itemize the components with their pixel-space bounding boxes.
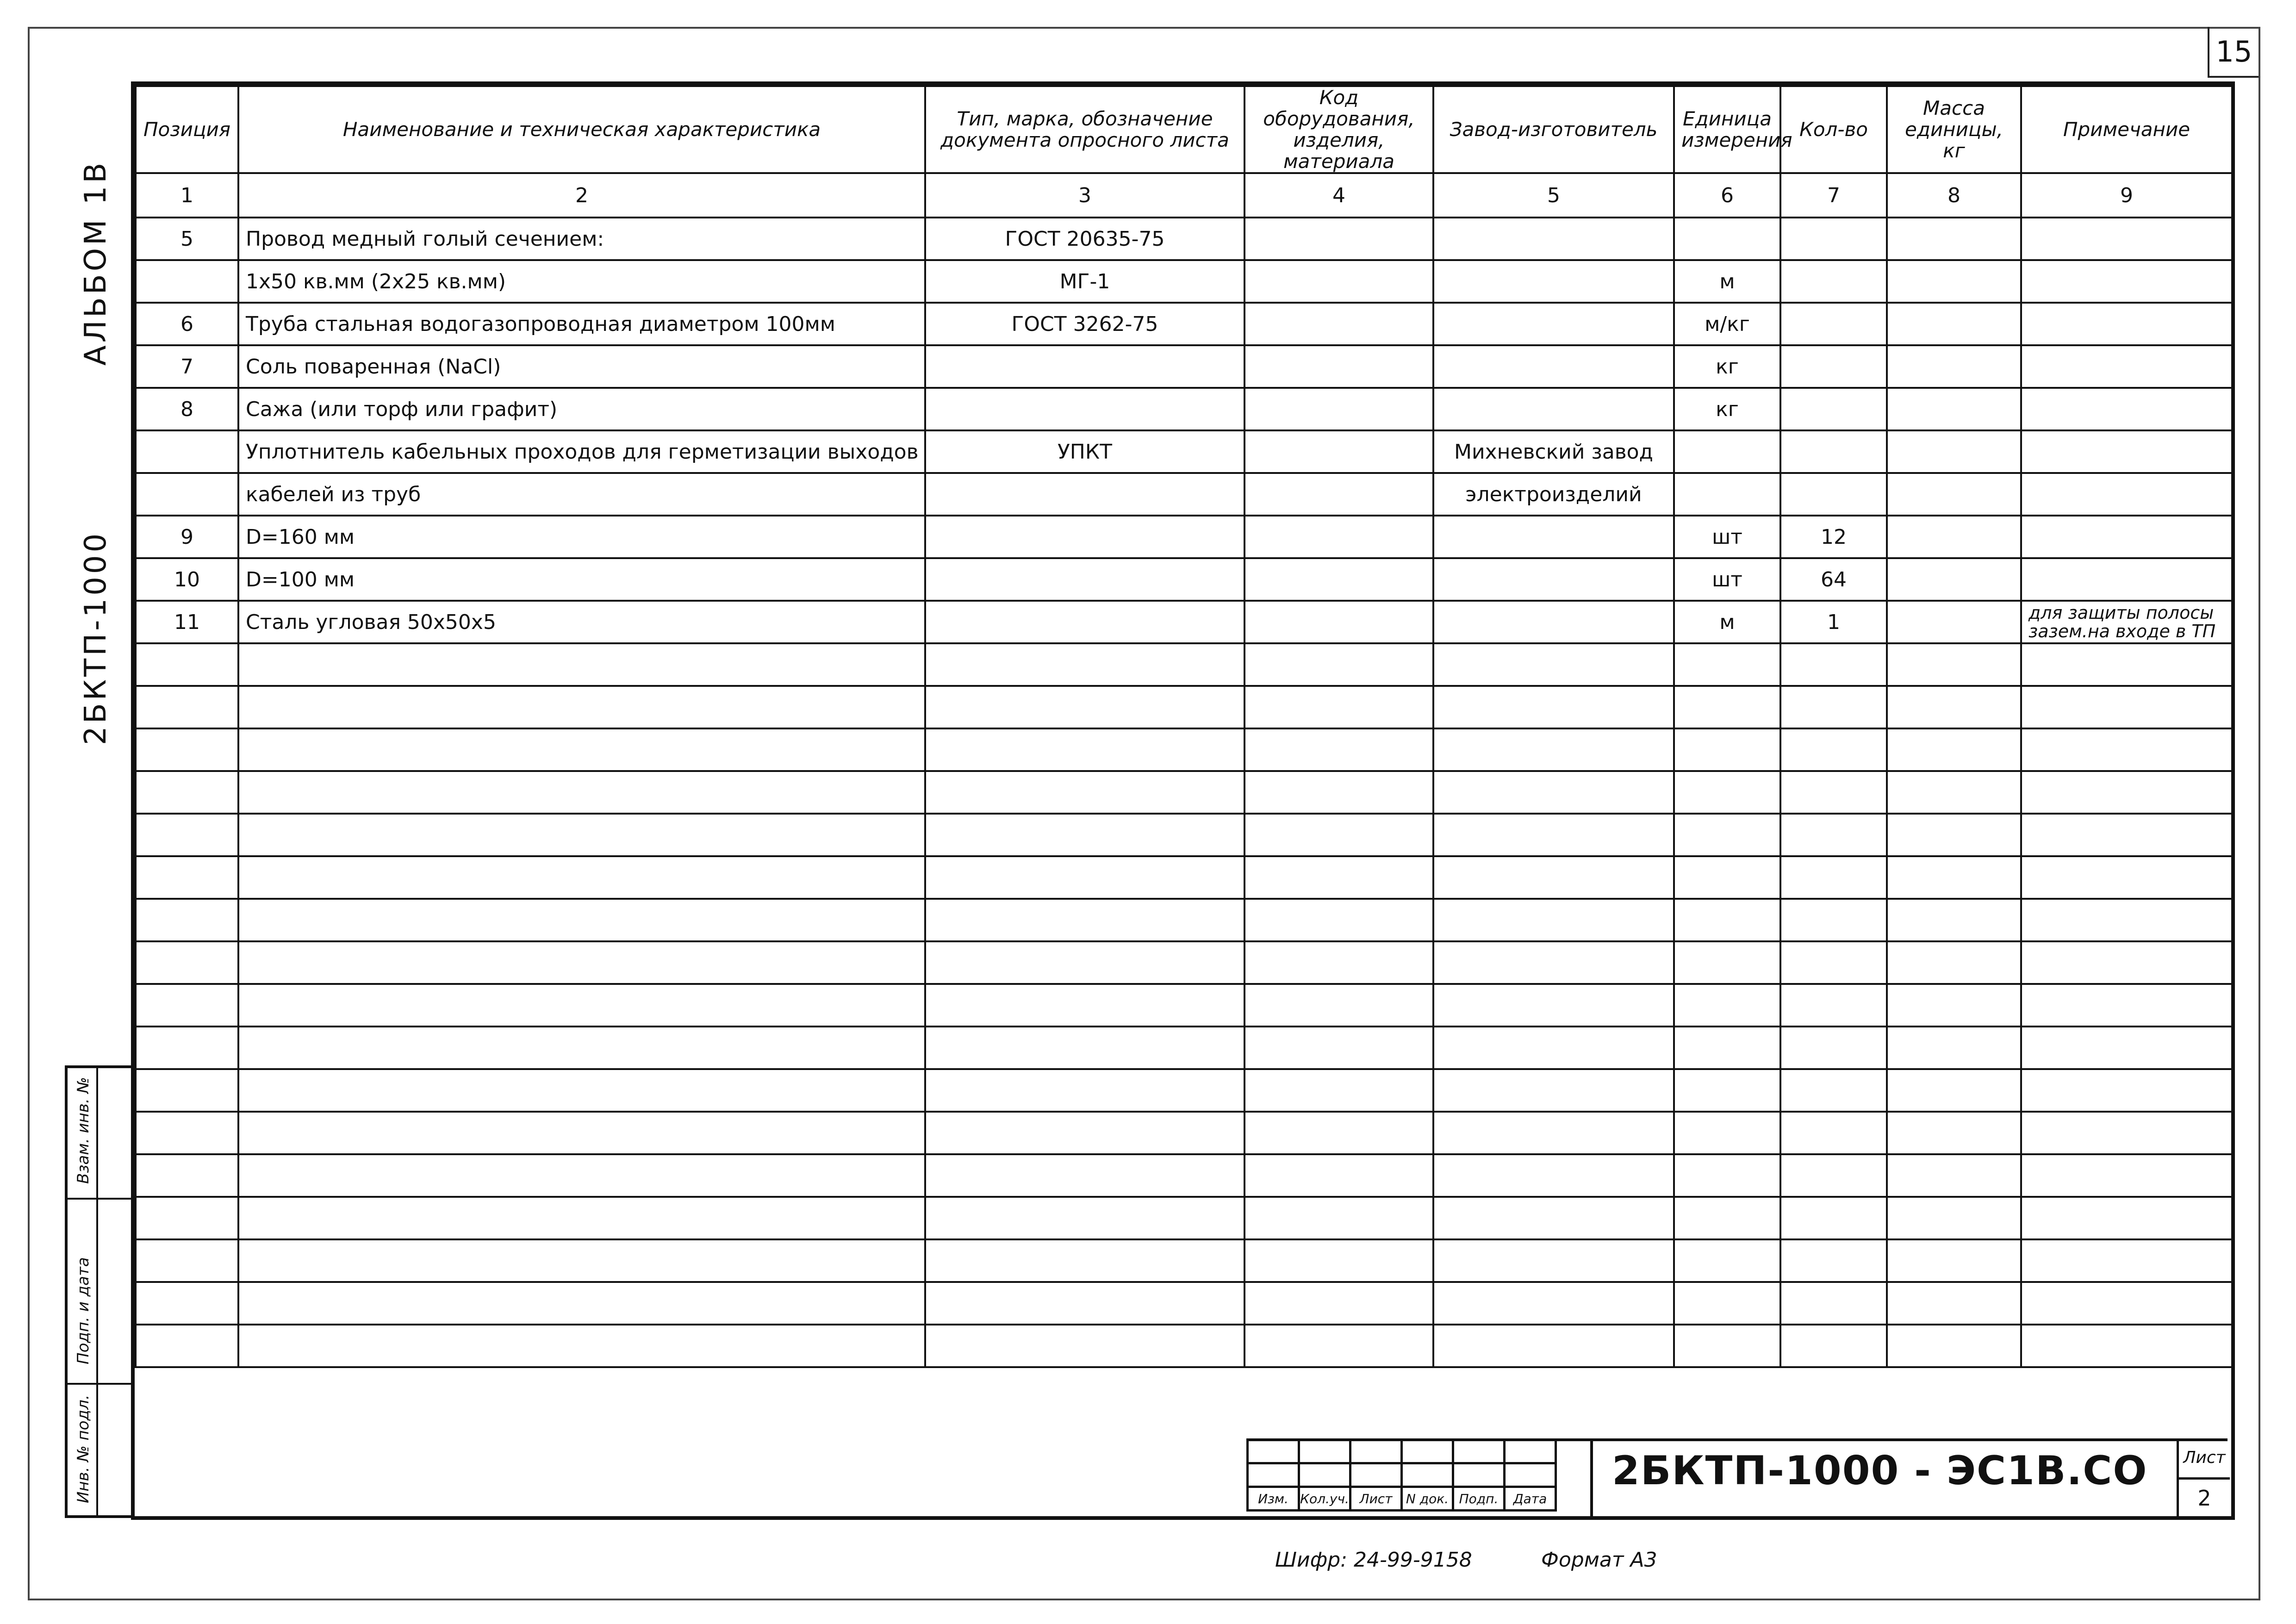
cell-pos: 10 bbox=[136, 558, 238, 601]
cell-pos bbox=[136, 260, 238, 303]
cell-maker bbox=[1433, 345, 1674, 388]
header-cell: Позиция bbox=[136, 86, 238, 173]
sheet-box bbox=[2177, 1438, 2230, 1516]
cell-unit bbox=[1674, 473, 1780, 516]
cell-pos: 7 bbox=[136, 345, 238, 388]
column-number: 3 bbox=[925, 173, 1244, 218]
cell-note bbox=[2021, 516, 2232, 558]
cell-note bbox=[2021, 218, 2232, 260]
cell-note bbox=[2021, 260, 2232, 303]
cell-type: МГ-1 bbox=[925, 260, 1244, 303]
table-row bbox=[136, 558, 2232, 601]
format-text: Формат А3 bbox=[1541, 1548, 1657, 1572]
cell-note bbox=[2021, 558, 2232, 601]
cell-type bbox=[925, 516, 1244, 558]
empty-row bbox=[136, 1197, 2232, 1239]
cell-qty bbox=[1780, 218, 1887, 260]
cell-maker bbox=[1433, 303, 1674, 345]
album-label: АЛЬБОМ 1В bbox=[79, 160, 113, 366]
cell-maker: электроизделий bbox=[1433, 473, 1674, 516]
cell-mass bbox=[1887, 473, 2021, 516]
column-number: 7 bbox=[1780, 173, 1887, 218]
cell-mass bbox=[1887, 303, 2021, 345]
cell-type bbox=[925, 345, 1244, 388]
cell-code bbox=[1244, 345, 1433, 388]
cell-code bbox=[1244, 558, 1433, 601]
cell-mass bbox=[1887, 260, 2021, 303]
cell-pos bbox=[136, 473, 238, 516]
cell-maker bbox=[1433, 516, 1674, 558]
cell-name: Соль поваренная (NaCl) bbox=[238, 345, 925, 388]
cell-note bbox=[2021, 303, 2232, 345]
cell-mass bbox=[1887, 601, 2021, 643]
cell-type bbox=[925, 388, 1244, 430]
table-row bbox=[136, 303, 2232, 345]
cell-code bbox=[1244, 303, 1433, 345]
cell-type: ГОСТ 3262-75 bbox=[925, 303, 1244, 345]
empty-row bbox=[136, 1027, 2232, 1069]
empty-row bbox=[136, 941, 2232, 984]
header-cell: Масса единицы, кг bbox=[1887, 86, 2021, 173]
cell-note bbox=[2021, 345, 2232, 388]
column-number: 1 bbox=[136, 173, 238, 218]
tb-label-data: Дата bbox=[1505, 1487, 1556, 1511]
cell-name: 1х50 кв.мм (2х25 кв.мм) bbox=[238, 260, 925, 303]
cell-maker bbox=[1433, 218, 1674, 260]
empty-row bbox=[136, 1282, 2232, 1325]
cell-type bbox=[925, 601, 1244, 643]
cell-qty: 1 bbox=[1780, 601, 1887, 643]
header-cell: Код оборудования, изделия, материала bbox=[1244, 86, 1433, 173]
table-row bbox=[136, 430, 2232, 473]
cell-qty bbox=[1780, 260, 1887, 303]
cell-unit bbox=[1674, 218, 1780, 260]
cell-note bbox=[2021, 430, 2232, 473]
table-row bbox=[136, 473, 2232, 516]
empty-row bbox=[136, 899, 2232, 941]
column-number-row bbox=[136, 173, 2232, 218]
cell-note: для защиты полосы зазем.на входе в ТП bbox=[2021, 601, 2232, 643]
title-block bbox=[1246, 1438, 2228, 1516]
specification-table bbox=[135, 85, 2233, 1368]
header-cell: Единица измерения bbox=[1674, 86, 1780, 173]
tb-label-podp: Подп. bbox=[1453, 1487, 1505, 1511]
cell-pos bbox=[136, 430, 238, 473]
stamp-label-podp: Подп. и дата bbox=[74, 1257, 93, 1364]
empty-row bbox=[136, 1069, 2232, 1112]
cell-code bbox=[1244, 430, 1433, 473]
cell-maker bbox=[1433, 601, 1674, 643]
column-number: 9 bbox=[2021, 173, 2232, 218]
header-row bbox=[136, 86, 2232, 173]
cell-maker bbox=[1433, 388, 1674, 430]
cell-pos: 9 bbox=[136, 516, 238, 558]
cell-mass bbox=[1887, 218, 2021, 260]
cell-qty: 12 bbox=[1780, 516, 1887, 558]
table-row bbox=[136, 601, 2232, 643]
stamp-label-vzam: Взам. инв. № bbox=[74, 1077, 93, 1184]
project-label: 2БКТП-1000 bbox=[79, 530, 113, 745]
cell-unit: м/кг bbox=[1674, 303, 1780, 345]
cell-qty: 64 bbox=[1780, 558, 1887, 601]
cell-name: Провод медный голый сечением: bbox=[238, 218, 925, 260]
table-row bbox=[136, 516, 2232, 558]
column-number: 5 bbox=[1433, 173, 1674, 218]
empty-row bbox=[136, 1112, 2232, 1154]
header-cell: Примечание bbox=[2021, 86, 2232, 173]
cell-qty bbox=[1780, 345, 1887, 388]
cell-code bbox=[1244, 260, 1433, 303]
header-cell: Завод-изготовитель bbox=[1433, 86, 1674, 173]
cell-code bbox=[1244, 473, 1433, 516]
document-number: 2БКТП-1000 - ЭС1В.СО bbox=[1612, 1448, 2148, 1494]
cell-unit: кг bbox=[1674, 345, 1780, 388]
cell-type: ГОСТ 20635-75 bbox=[925, 218, 1244, 260]
cell-unit bbox=[1674, 430, 1780, 473]
empty-row bbox=[136, 1325, 2232, 1367]
table-row bbox=[136, 260, 2232, 303]
cell-code bbox=[1244, 516, 1433, 558]
cell-unit: кг bbox=[1674, 388, 1780, 430]
column-number: 6 bbox=[1674, 173, 1780, 218]
cell-code bbox=[1244, 601, 1433, 643]
cipher-text: Шифр: 24-99-9158 bbox=[1275, 1548, 1472, 1572]
header-cell: Тип, марка, обозначение документа опросного листа bbox=[925, 86, 1244, 173]
cell-unit: шт bbox=[1674, 558, 1780, 601]
empty-row bbox=[136, 984, 2232, 1027]
empty-row bbox=[136, 771, 2232, 814]
cell-code bbox=[1244, 388, 1433, 430]
tb-label-izm: Изм. bbox=[1248, 1487, 1299, 1511]
cell-mass bbox=[1887, 558, 2021, 601]
cell-note bbox=[2021, 388, 2232, 430]
cell-unit: шт bbox=[1674, 516, 1780, 558]
column-number: 4 bbox=[1244, 173, 1433, 218]
cell-qty bbox=[1780, 430, 1887, 473]
cell-code bbox=[1244, 218, 1433, 260]
cell-name: Сажа (или торф или графит) bbox=[238, 388, 925, 430]
cell-pos: 6 bbox=[136, 303, 238, 345]
empty-row bbox=[136, 856, 2232, 899]
cell-name: D=160 мм bbox=[238, 516, 925, 558]
cell-unit: м bbox=[1674, 260, 1780, 303]
cell-pos: 5 bbox=[136, 218, 238, 260]
revision-grid bbox=[1246, 1438, 1557, 1512]
column-number: 2 bbox=[238, 173, 925, 218]
cell-mass bbox=[1887, 345, 2021, 388]
cell-mass bbox=[1887, 388, 2021, 430]
cell-qty bbox=[1780, 473, 1887, 516]
header-cell: Наименование и техническая характеристика bbox=[238, 86, 925, 173]
cell-unit: м bbox=[1674, 601, 1780, 643]
cell-type bbox=[925, 558, 1244, 601]
table-row bbox=[136, 218, 2232, 260]
stamp-strip bbox=[65, 1065, 134, 1518]
cell-mass bbox=[1887, 516, 2021, 558]
cell-maker bbox=[1433, 558, 1674, 601]
cell-type bbox=[925, 473, 1244, 516]
table-row bbox=[136, 345, 2232, 388]
cell-qty bbox=[1780, 303, 1887, 345]
cell-maker bbox=[1433, 260, 1674, 303]
cell-name: кабелей из труб bbox=[238, 473, 925, 516]
cell-note bbox=[2021, 473, 2232, 516]
header-cell: Кол-во bbox=[1780, 86, 1887, 173]
sheet-corner-number: 15 bbox=[2208, 27, 2259, 78]
cell-name: Труба стальная водогазопроводная диаметром 100мм bbox=[238, 303, 925, 345]
cell-name: Уплотнитель кабельных проходов для герметизации выходов bbox=[238, 430, 925, 473]
cell-maker: Михневский завод bbox=[1433, 430, 1674, 473]
sheet-label: Лист bbox=[2179, 1438, 2230, 1480]
tb-label-ndok: N док. bbox=[1402, 1487, 1453, 1511]
empty-row bbox=[136, 728, 2232, 771]
stamp-label-inv: Инв. № подл. bbox=[74, 1394, 93, 1503]
table-row bbox=[136, 388, 2232, 430]
tb-label-list: Лист bbox=[1350, 1487, 1402, 1511]
cell-mass bbox=[1887, 430, 2021, 473]
empty-row bbox=[136, 814, 2232, 856]
empty-row bbox=[136, 686, 2232, 728]
empty-row bbox=[136, 643, 2232, 686]
cell-name: Сталь угловая 50х50х5 bbox=[238, 601, 925, 643]
empty-row bbox=[136, 1154, 2232, 1197]
empty-row bbox=[136, 1239, 2232, 1282]
cell-qty bbox=[1780, 388, 1887, 430]
cell-name: D=100 мм bbox=[238, 558, 925, 601]
cell-pos: 11 bbox=[136, 601, 238, 643]
sheet-value: 2 bbox=[2197, 1486, 2211, 1511]
cell-type: УПКТ bbox=[925, 430, 1244, 473]
cell-pos: 8 bbox=[136, 388, 238, 430]
tb-label-kolvo: Кол.уч. bbox=[1299, 1487, 1350, 1511]
column-number: 8 bbox=[1887, 173, 2021, 218]
